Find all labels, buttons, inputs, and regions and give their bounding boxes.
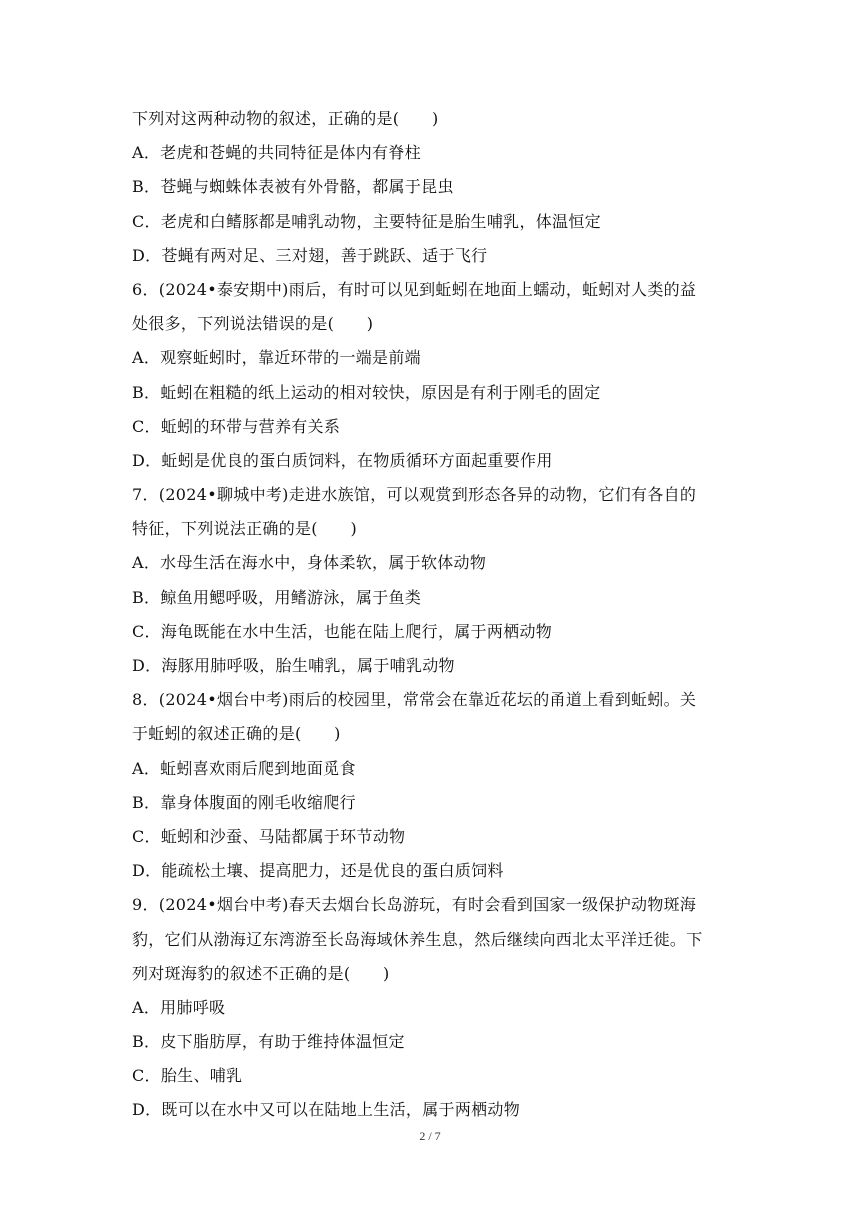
text-line: A．观察蚯蚓时，靠近环带的一端是前端 xyxy=(132,348,421,368)
text-line: A．蚯蚓喜欢雨后爬到地面觅食 xyxy=(132,758,356,778)
text-line: A．水母生活在海水中，身体柔软，属于软体动物 xyxy=(132,553,487,573)
text-line: A．老虎和苍蝇的共同特征是体内有脊柱 xyxy=(132,143,421,163)
text-line: C．老虎和白鳍豚都是哺乳动物，主要特征是胎生哺乳，体温恒定 xyxy=(132,211,601,231)
document-body xyxy=(132,102,732,1128)
text-line: D．蚯蚓是优良的蛋白质饲料，在物质循环方面起重要作用 xyxy=(132,450,553,470)
text-line: C．蚯蚓的环带与营养有关系 xyxy=(132,416,341,436)
text-line: B．鲸鱼用鳃呼吸，用鳍游泳，属于鱼类 xyxy=(132,587,422,607)
text-line: 列对斑海豹的叙述不正确的是( ) xyxy=(132,963,390,983)
text-line: 特征，下列说法正确的是( ) xyxy=(132,519,357,539)
text-line: D．海豚用肺呼吸，胎生哺乳，属于哺乳动物 xyxy=(132,656,455,675)
page-number: 2 / 7 xyxy=(419,1129,441,1143)
text-line: 处很多，下列说法错误的是( ) xyxy=(132,314,374,334)
text-line: B．靠身体腹面的刚毛收缩爬行 xyxy=(132,792,356,812)
text-line: 8．(2024•烟台中考)雨后的校园里，常常会在靠近花坛的甬道上看到蚯蚓。关 xyxy=(132,690,697,710)
text-line: 9．(2024•烟台中考)春天去烟台长岛游玩，有时会看到国家一级保护动物斑海 xyxy=(132,895,697,915)
text-line: C．海龟既能在水中生活，也能在陆上爬行，属于两栖动物 xyxy=(132,621,553,641)
text-line: C．胎生、哺乳 xyxy=(132,1066,243,1086)
text-line: C．蚯蚓和沙蚕、马陆都属于环节动物 xyxy=(132,826,406,846)
text-line: D．既可以在水中又可以在陆地上生活，属于两栖动物 xyxy=(132,1100,521,1120)
text-line: 豹，它们从渤海辽东湾游至长岛海域休养生息，然后继续向西北太平洋迁徙。下 xyxy=(132,929,703,949)
text-line: 下列对这两种动物的叙述，正确的是( ) xyxy=(132,109,439,128)
text-line: D．苍蝇有两对足、三对翅，善于跳跃、适于飞行 xyxy=(132,245,488,265)
text-line: B．皮下脂肪厚，有助于维持体温恒定 xyxy=(132,1032,405,1052)
text-line: D．能疏松土壤、提高肥力，还是优良的蛋白质饲料 xyxy=(132,861,504,881)
text-line: B．苍蝇与蜘蛛体表被有外骨骼，都属于昆虫 xyxy=(132,177,454,197)
text-line: 于蚯蚓的叙述正确的是( ) xyxy=(132,724,341,744)
text-line: 7．(2024•聊城中考)走进水族馆，可以观赏到形态各异的动物，它们有各自的 xyxy=(132,485,697,505)
text-line: A．用肺呼吸 xyxy=(132,997,226,1017)
text-line: B．蚯蚓在粗糙的纸上运动的相对较快，原因是有利于刚毛的固定 xyxy=(132,382,601,402)
text-line: 6．(2024•泰安期中)雨后，有时可以见到蚯蚓在地面上蠕动，蚯蚓对人类的益 xyxy=(132,279,697,299)
